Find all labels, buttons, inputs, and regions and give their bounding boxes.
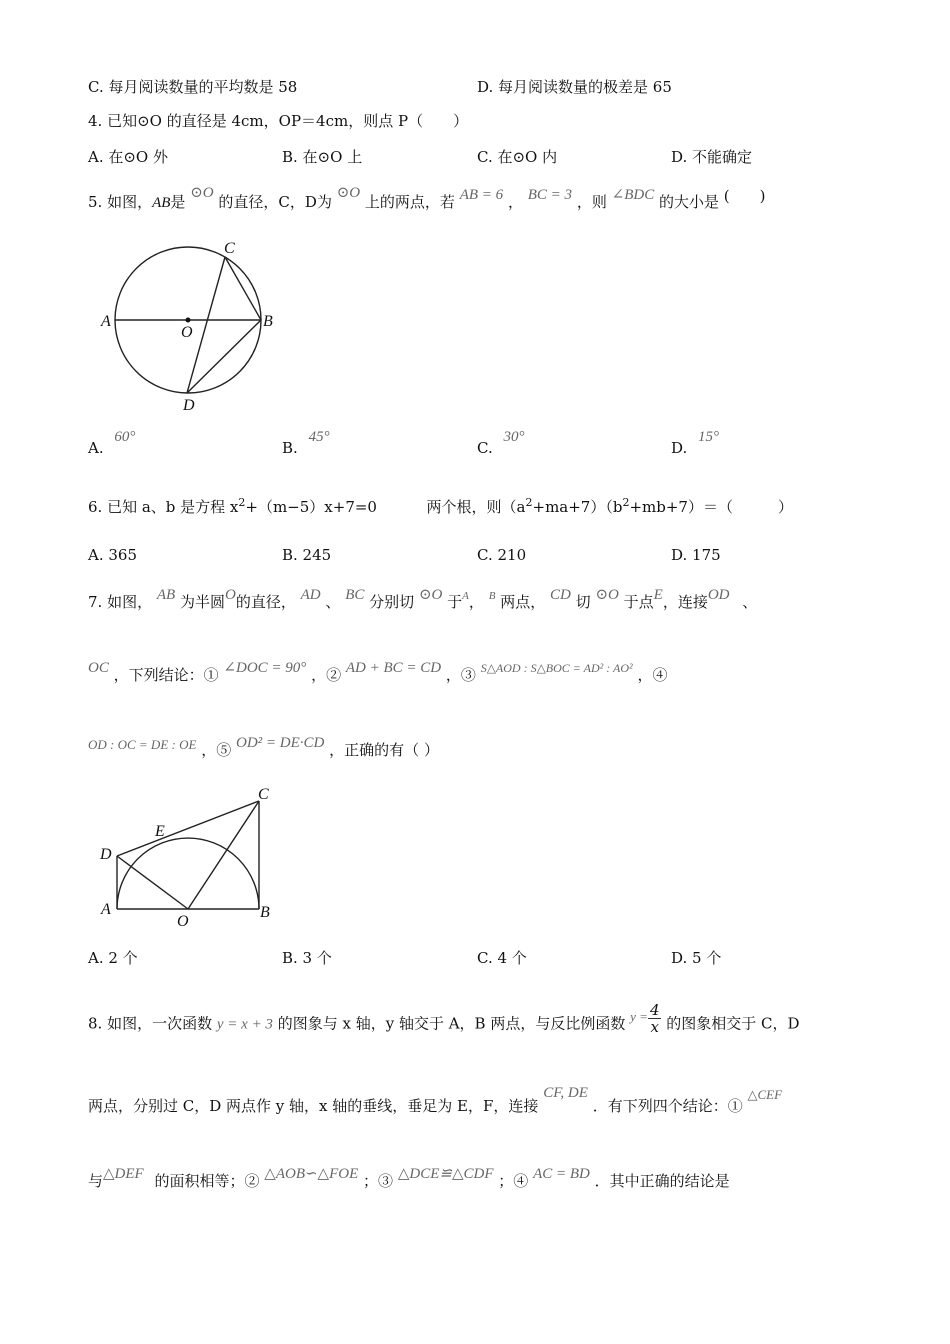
q5-ab-eq: AB = 6 [459,187,504,203]
q8-fraction-denominator: x [650,1018,659,1036]
q7-text: ，下列结论：① [113,666,219,684]
q7-conclusion-1: ∠DOC = 90° [223,660,307,676]
q7-text: 于点 [623,593,654,611]
q7-segment-oc [188,801,259,909]
q7-text: ，② [311,666,342,684]
q6-option-d: D. 175 [671,546,721,564]
q5-option-letter: C. [477,439,493,457]
q8-congruent-triangles: △DCE≌△CDF [397,1166,494,1182]
q7-figure [95,783,285,933]
q8-text: 与 [88,1172,104,1190]
q7-circle-o: ⊙O [595,587,619,603]
q5-label-b: B [263,313,273,330]
q5-text: ， [507,193,523,211]
q8-similar-triangles: △AOB∽△FOE [264,1166,359,1182]
q8-triangle-cef: △CEF [747,1087,783,1102]
q5-option-value: 60° [114,429,136,445]
q4-option-a: A. 在⊙O 外 [88,148,169,166]
q7-label-d: D [100,846,112,863]
q7-option-b: B. 3 个 [282,949,332,967]
q7-semicircle [117,838,259,909]
q4-option-b: B. 在⊙O 上 [282,148,363,166]
q7-label-c: C [258,786,269,803]
q8-stem-line3 [88,1166,730,1192]
q5-option-value: 30° [503,429,525,445]
q7-conclusion-2: AD + BC = CD [345,660,442,676]
q5-cd: C，D [278,193,317,211]
q6-option-b: B. 245 [282,546,332,564]
q7-cd: CD [550,587,571,603]
q4-option-d: D. 不能确定 [671,148,753,166]
q5-chord-db [187,320,261,393]
q7-conclusion-4: OD : OC = DE : OE [88,737,197,752]
q8-text: ；③ [363,1172,394,1190]
q8-text: ；④ [498,1172,529,1190]
q5-bc-eq: BC = 3 [527,187,573,203]
q7-od: OD [707,587,730,603]
q5-label-o: O [181,324,193,341]
q5-text: 5. 如图， [88,193,153,211]
q7-text: 分别切 [369,593,415,611]
q7-text: ，连接 [662,593,708,611]
q5-text: 的直径， [218,193,279,211]
q6-sup: 2 [622,496,630,509]
q7-text: ， [468,593,484,611]
q5-option-letter: A. [88,439,104,457]
q8-linear-function: y = x + 3 [216,1016,273,1033]
q5-answer-paren: ( ) [723,187,766,205]
q5-angle-bdc: ∠BDC [611,187,655,203]
q7-text: 的直径， [235,593,296,611]
q5-center-dot [186,318,191,323]
q7-point-e: E [653,587,663,603]
q6-text: +（m−5）x+7=0 [245,498,377,516]
q7-segment-od [117,856,188,909]
q7-text: 、 [742,593,758,611]
q6-text: +ma+7）（b [532,498,623,516]
q5-text: 的大小是 [658,193,719,211]
q8-text: ．有下列四个结论：① [592,1097,743,1115]
q6-sup: 2 [238,496,246,509]
q6-sup: 2 [525,496,533,509]
q7-option-a: A. 2 个 [88,949,138,967]
q7-label-a: A [101,901,111,918]
q5-option-a [88,429,136,459]
q7-stem-line3 [88,735,439,761]
q7-o: O [225,587,236,603]
q5-text: 上的两点，若 [364,193,455,211]
q6-text: 两个根，则（a [426,498,526,516]
q7-text: 两点， [500,593,546,611]
q7-label-b: B [260,904,270,921]
q7-option-d: D. 5 个 [671,949,722,967]
q5-stem [88,185,766,213]
q8-ac-bd: AC = BD [533,1166,590,1182]
q6-text: +mb+7）＝（ ） [629,498,793,516]
q8-stem-line2 [88,1085,783,1117]
q5-label-c: C [224,240,235,257]
q7-bc: BC [345,587,365,603]
q5-chord-cd [187,257,225,393]
q7-text: ，④ [637,666,668,684]
q5-ab: AB [152,195,171,211]
q5-figure [95,238,295,413]
q5-option-d [671,429,720,459]
q8-stem-line1 [88,1001,800,1041]
q7-text: ，③ [445,666,476,684]
q5-text: 为 [316,193,332,211]
q4-stem: 4. 已知⊙O 的直径是 4cm，OP＝4cm，则点 P（ ） [88,112,469,130]
q7-point-b: B [488,590,496,602]
q7-text: 为半圆 [179,593,225,611]
q7-text: 于 [447,593,463,611]
q8-text: ．其中正确的结论是 [594,1172,730,1190]
q5-option-letter: D. [671,439,688,457]
q7-point-a: A [462,590,469,602]
q6-option-c: C. 210 [477,546,527,564]
q7-ab: AB [156,587,176,603]
q8-triangle-def: △DEF [103,1166,144,1182]
q7-circle-o: ⊙O [418,587,443,603]
q7-oc: OC [88,660,109,676]
q4-option-c: C. 在⊙O 内 [477,148,558,166]
q7-label-o: O [177,913,189,930]
q5-text: ，则 [576,193,607,211]
q8-text: 8. 如图，一次函数 [88,1014,213,1033]
q8-text: 的面积相等；② [154,1172,260,1190]
q7-text: 切 [575,593,591,611]
q5-option-c [477,429,525,459]
q5-circle-o: ⊙O [336,185,361,201]
q6-stem [88,497,793,517]
q6-text: 6. 已知 a、b 是方程 x [88,498,239,516]
q7-conclusion-5: OD² = DE·CD [236,735,325,751]
q8-inverse-y: y = [630,1008,648,1024]
q5-option-value: 45° [308,429,330,445]
q7-text: ，正确的有（ ） [329,741,439,759]
q7-ad: AD [300,587,321,603]
q5-option-b [282,429,330,459]
q5-text: 是 [170,193,186,211]
q8-text: 的图象相交于 C，D [666,1014,800,1033]
q8-text: 两点，分别过 C，D 两点作 y 轴，x 轴的垂线，垂足为 E，F，连接 [88,1097,539,1115]
q7-text: ，⑤ [201,741,232,759]
q5-label-d: D [183,397,195,413]
q7-stem-line1 [88,587,758,614]
q8-cf-de: CF, DE [543,1085,588,1101]
q6-option-a: A. 365 [88,546,137,564]
q7-stem-line2 [88,660,668,686]
q8-fraction-numerator: 4 [649,1001,660,1019]
q5-chord-cb [225,257,261,320]
q8-inverse-fraction [648,1002,662,1035]
q7-conclusion-3: S△AOD : S△BOC = AD² : AO² [480,661,633,675]
q5-circle-o: ⊙O [190,185,214,201]
q7-option-c: C. 4 个 [477,949,527,967]
q5-label-a: A [101,313,111,330]
q7-label-e: E [155,823,165,840]
q5-option-value: 15° [698,429,720,445]
q8-text: 的图象与 x 轴，y 轴交于 A，B 两点，与反比例函数 [277,1014,626,1033]
q3-option-d: D. 每月阅读数量的极差是 65 [477,78,672,96]
q7-text: 7. 如图， [88,593,153,611]
q5-option-letter: B. [282,439,298,457]
q3-option-c: C. 每月阅读数量的平均数是 58 [88,78,298,96]
q7-text: 、 [325,593,341,611]
q7-tangent-dc [117,801,259,856]
